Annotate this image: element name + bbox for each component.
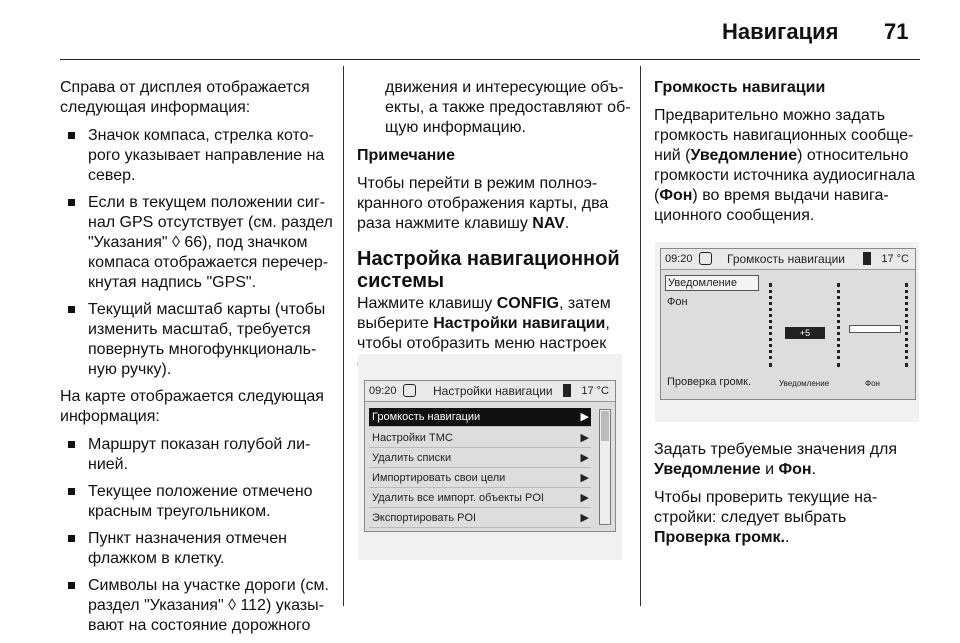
page-number: 71 xyxy=(884,19,909,44)
column-divider-2 xyxy=(640,66,641,606)
bullet-item: Текущее положение отмечено красным треугольником. xyxy=(68,482,335,522)
scale-dots xyxy=(837,283,840,367)
temperature: 17 °C xyxy=(881,253,909,265)
map-intro-paragraph: На карте отображается следующая информация: xyxy=(60,388,324,425)
notification-key: Уведомление xyxy=(654,461,761,478)
scale-dots xyxy=(769,283,772,367)
continued-paragraph: движения и интересующие объ- екты, а также предоставляют об- щую информацию. xyxy=(385,79,631,136)
bullet-item: Текущий масштаб карты (чтобы изменить масштаб, требуется повернуть многофункциональ- ную ручку). xyxy=(68,300,335,380)
screen-title: Громкость навигации xyxy=(727,252,846,266)
option-check-volume[interactable]: Проверка громк. xyxy=(667,376,752,388)
set-values-paragraph: Задать требуемые значения для Уведомление и Фон. xyxy=(654,441,898,478)
arrow-right-icon: ▶ xyxy=(580,452,589,464)
column-1 xyxy=(60,78,335,643)
status-bar xyxy=(365,381,615,402)
arrow-right-icon: ▶ xyxy=(580,472,589,484)
note-heading: Примечание xyxy=(357,147,456,164)
column-2 xyxy=(357,78,632,382)
option-background[interactable]: Фон xyxy=(667,296,688,308)
config-paragraph: Нажмите клавишу CONFIG, затем выберите Настройки навигации, чтобы отобразить меню настроек xyxy=(357,295,611,352)
scale-dots xyxy=(905,283,908,367)
header-rule xyxy=(60,59,920,60)
bullet-item: Значок компаса, стрелка кото- рого указывает направление на север. xyxy=(68,126,335,186)
intro-paragraph: Справа от дисплея отображается следующая информация: xyxy=(60,79,310,116)
screenshot-nav-settings xyxy=(358,354,622,560)
volume-heading: Громкость навигации xyxy=(654,79,826,96)
notification-slider-knob[interactable]: +5 xyxy=(785,327,825,339)
column-divider-1 xyxy=(343,66,344,606)
bullet-item: Если в текущем положении сиг- нал GPS отсутствует (см. раздел "Указания" ◊ 66), под значком компаса отображается перечер- кнутая надпись "GPS". xyxy=(68,193,335,293)
background-key: Фон xyxy=(659,187,693,204)
label-notification: Уведомление xyxy=(779,379,830,388)
section-heading: Настройка навигационной системы xyxy=(357,248,620,292)
menu-item[interactable]: Громкость навигации ▶ xyxy=(369,408,591,427)
menu-item[interactable]: Удалить списки ▶ xyxy=(369,449,591,468)
bullet-item: Маршрут показан голубой ли- нией. xyxy=(68,435,335,475)
bullet-item: Пункт назначения отмечен флажком в клетку. xyxy=(68,529,335,569)
background-key: Фон xyxy=(778,461,812,478)
scrollbar-thumb[interactable] xyxy=(601,411,609,441)
back-icon xyxy=(403,384,416,397)
arrow-right-icon: ▶ xyxy=(580,512,589,524)
temperature: 17 °C xyxy=(581,385,609,397)
menu-item[interactable]: Настройки TMC ▶ xyxy=(369,429,591,448)
nav-settings-key: Настройки навигации xyxy=(433,315,606,332)
display-screen xyxy=(364,380,616,532)
clock-time: 09:20 xyxy=(665,253,693,265)
option-notification[interactable]: Уведомление xyxy=(665,275,759,291)
note-paragraph: Чтобы перейти в режим полноэ- кранного отображения карты, два раза нажмите клавишу NAV. xyxy=(357,175,609,232)
check-volume-key: Проверка громк. xyxy=(654,529,785,546)
volume-paragraph: Предварительно можно задать громкость навигационных сообще- ний (Уведомление) относительно громкости источника аудиосигнала (Фон) во время выдачи навига- ционного сообщения. xyxy=(654,107,915,224)
back-icon xyxy=(699,252,712,265)
check-paragraph: Чтобы проверить текущие на- стройки: следует выбрать Проверка громк.. xyxy=(654,489,878,546)
bullet-item: Символы на участке дороги (см. раздел "Указания" ◊ 112) указы- вают на состояние дорожного xyxy=(68,576,335,636)
status-bar xyxy=(661,249,915,270)
menu-item[interactable]: Импортировать свои цели ▶ xyxy=(369,469,591,488)
config-key: CONFIG xyxy=(496,295,559,312)
phone-icon xyxy=(863,252,871,265)
arrow-right-icon: ▶ xyxy=(580,432,589,444)
label-background: Фон xyxy=(865,379,880,388)
notification-key: Уведомление xyxy=(690,147,798,164)
column-3 xyxy=(654,78,924,234)
phone-icon xyxy=(563,384,571,397)
nav-key: NAV xyxy=(532,215,565,232)
screen-title: Настройки навигации xyxy=(433,384,553,398)
menu-item[interactable]: Удалить все импорт. объекты POI ▶ xyxy=(369,489,591,508)
display-screen xyxy=(660,248,916,400)
clock-time: 09:20 xyxy=(369,385,397,397)
arrow-right-icon: ▶ xyxy=(580,411,589,423)
page-title: Навигация xyxy=(722,19,839,44)
screenshot-nav-volume xyxy=(655,242,919,422)
scrollbar[interactable] xyxy=(599,409,611,525)
background-slider[interactable] xyxy=(849,325,901,333)
column-3-lower xyxy=(654,440,924,556)
menu-item[interactable]: Экспортировать POI ▶ xyxy=(369,509,591,528)
arrow-right-icon: ▶ xyxy=(580,492,589,504)
